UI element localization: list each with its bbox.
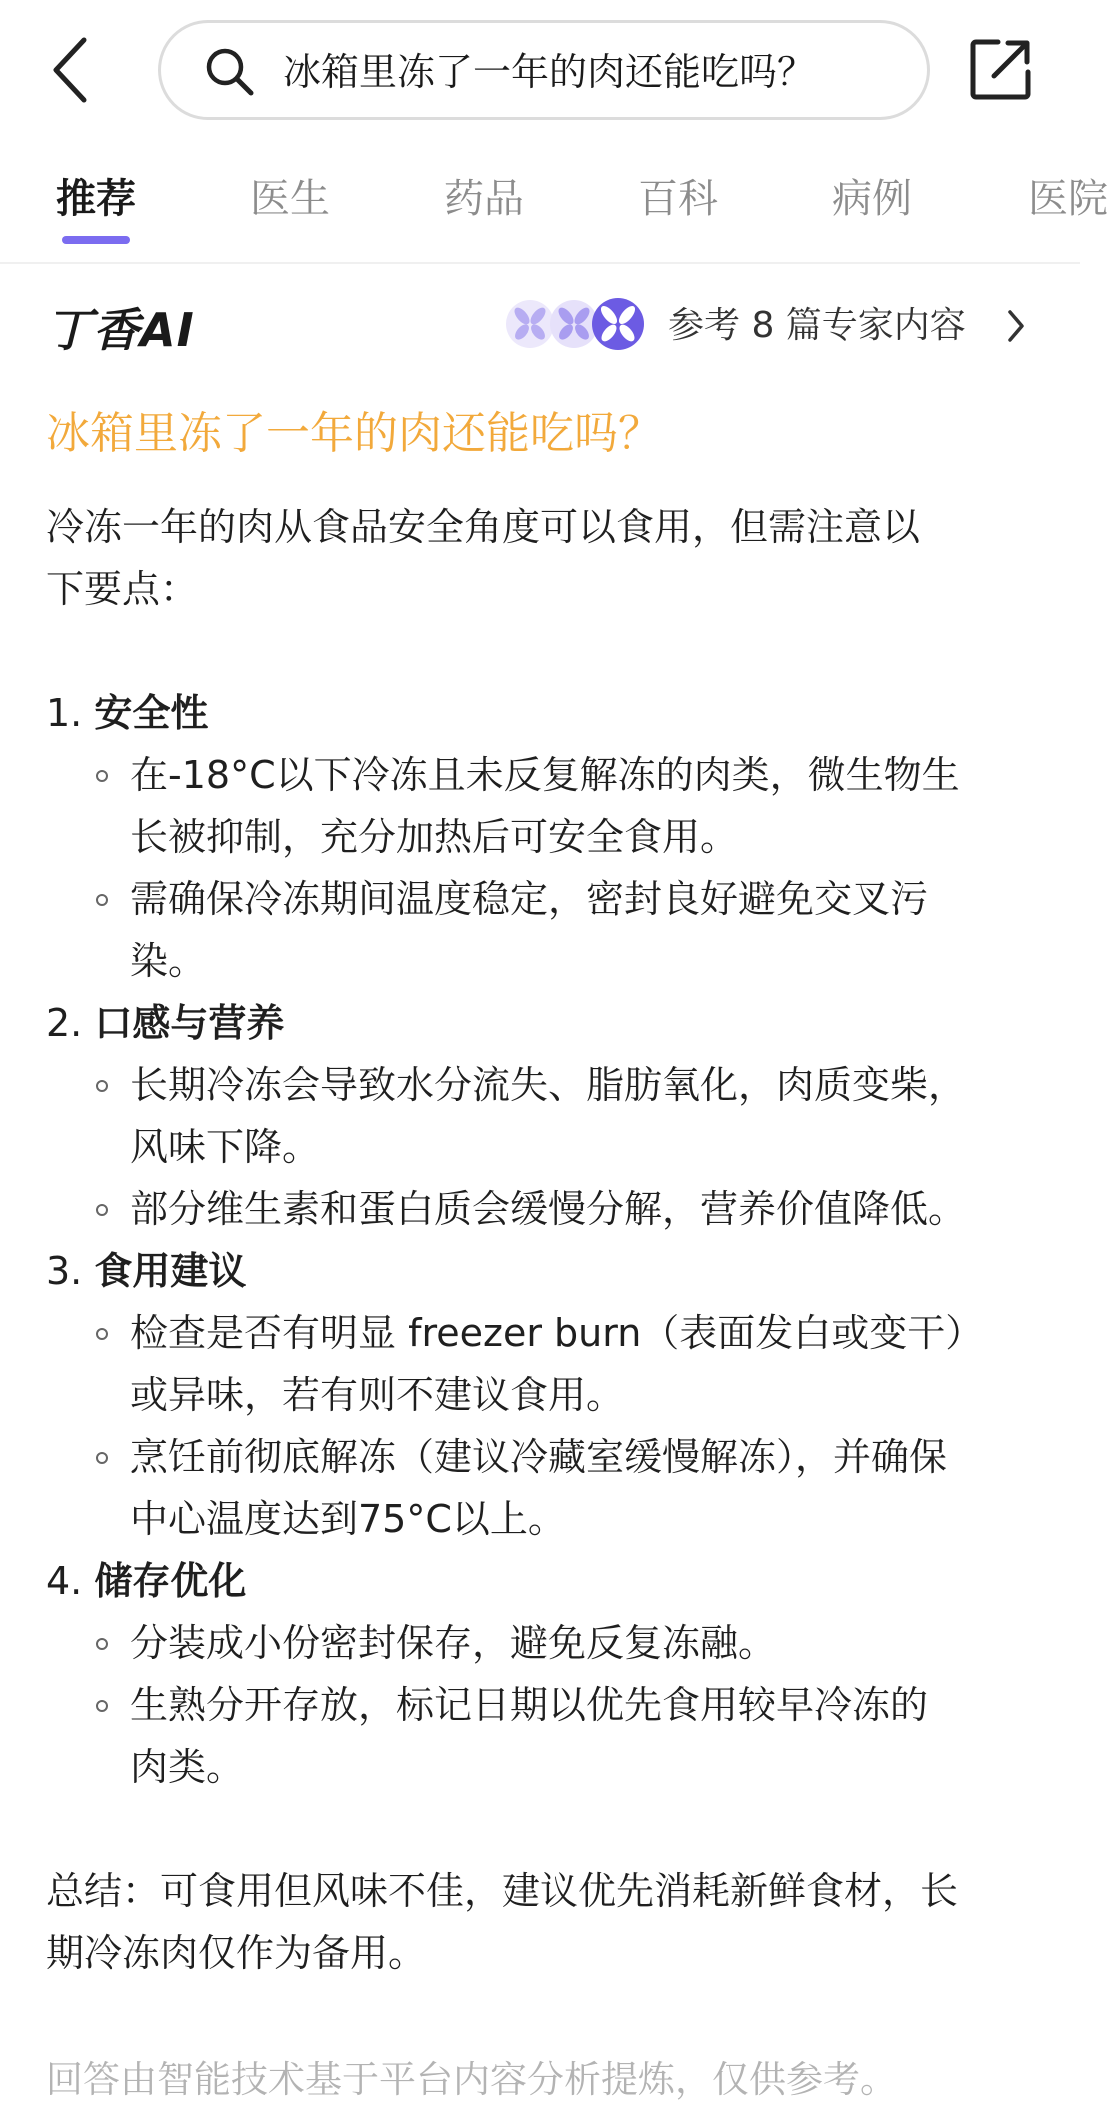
bullet-line: 需确保冷冻期间温度稳定，密封良好避免交叉污 <box>130 877 929 921</box>
section-heading: 食用建议 <box>94 1249 247 1293</box>
bullet-item <box>46 1054 1036 1178</box>
section-title <box>46 1550 1036 1612</box>
bullet-item <box>46 1178 1036 1240</box>
dxy-ai-logo <box>46 294 195 360</box>
bullet-circle-icon <box>96 894 108 906</box>
tab-cases[interactable]: 病例 <box>832 176 912 222</box>
share-icon[interactable] <box>968 36 1034 102</box>
active-tab-indicator <box>62 236 130 244</box>
question-title: 冰箱里冻了一年的肉还能吃吗？ <box>46 408 662 459</box>
bullet-line: 长期冷冻会导致水分流失、脂肪氧化，肉质变柴， <box>130 1063 967 1107</box>
expert-avatars[interactable] <box>508 294 648 354</box>
top-bar <box>0 0 1080 140</box>
bullet-line: 部分维生素和蛋白质会缓慢分解，营养价值降低。 <box>130 1187 967 1231</box>
tab-medicine[interactable]: 药品 <box>444 176 524 222</box>
bullet-line: 分装成小份密封保存，避免反复冻融。 <box>130 1621 777 1665</box>
search-query[interactable]: 冰箱里冻了一年的肉还能吃吗？ <box>283 50 816 94</box>
bullet-item <box>46 1426 1036 1550</box>
bullet-line: 烹饪前彻底解冻（建议冷藏室缓慢解冻），并确保 <box>130 1435 948 1479</box>
section-title <box>46 992 1036 1054</box>
bullet-line: 风味下降。 <box>130 1125 321 1169</box>
section-title <box>46 682 1036 744</box>
bullet-item <box>46 1612 1036 1674</box>
tab-hospital[interactable]: 医院 <box>1028 176 1108 222</box>
bullet-item <box>46 868 1036 992</box>
answer-body <box>46 496 1036 1984</box>
category-tabs <box>0 150 1108 264</box>
bullet-line: 中心温度达到75°C以上。 <box>130 1497 566 1541</box>
bullet-line: 长被抑制，充分加热后可安全食用。 <box>130 815 739 859</box>
chevron-right-icon[interactable] <box>1006 308 1026 344</box>
tab-doctor[interactable]: 医生 <box>250 176 330 222</box>
back-icon[interactable] <box>48 30 96 110</box>
bullet-line: 肉类。 <box>130 1745 245 1789</box>
tab-recommend[interactable]: 推荐 <box>56 176 136 222</box>
bullet-circle-icon <box>96 1700 108 1712</box>
section-number: 1. <box>46 691 83 735</box>
bullet-item <box>46 1674 1036 1798</box>
bullet-circle-icon <box>96 1204 108 1216</box>
bullet-circle-icon <box>96 1638 108 1650</box>
ai-disclaimer: 回答由智能技术基于平台内容分析提炼，仅供参考。 <box>46 2058 897 2101</box>
summary-line-2: 期冷冻肉仅作为备用。 <box>46 1931 427 1975</box>
logo-brand: 丁香 <box>46 303 140 357</box>
summary-line-1: 总结：可食用但风味不佳，建议优先消耗新鲜食材，长 <box>46 1869 959 1913</box>
section-number: 3. <box>46 1249 83 1293</box>
bullet-line: 生熟分开存放，标记日期以优先食用较早冷冻的 <box>130 1683 929 1727</box>
bullet-line: 染。 <box>130 939 207 983</box>
section-heading: 安全性 <box>94 691 209 735</box>
bullet-circle-icon <box>96 1328 108 1340</box>
bullet-item <box>46 744 1036 868</box>
bullet-circle-icon <box>96 1452 108 1464</box>
bullet-line: 或异味，若有则不建议食用。 <box>130 1373 625 1417</box>
tab-encyclopedia[interactable]: 百科 <box>638 176 718 222</box>
section-title <box>46 1240 1036 1302</box>
section-heading: 储存优化 <box>94 1559 247 1603</box>
intro-line-2: 下要点： <box>46 567 199 611</box>
bullet-item <box>46 1302 1036 1426</box>
bullet-line: 检查是否有明显 freezer burn（表面发白或变干） <box>130 1311 984 1355</box>
reference-count-link[interactable]: 参考 8 篇专家内容 <box>668 305 966 346</box>
flower-icon <box>508 294 648 354</box>
section-number: 2. <box>46 1001 83 1045</box>
intro-line-1: 冷冻一年的肉从食品安全角度可以食用，但需注意以 <box>46 505 921 549</box>
ai-header <box>0 288 1080 368</box>
search-icon <box>203 45 257 99</box>
logo-ai: AI <box>140 303 195 357</box>
section-heading: 口感与营养 <box>94 1001 285 1045</box>
section-number: 4. <box>46 1559 83 1603</box>
bullet-circle-icon <box>96 770 108 782</box>
bullet-circle-icon <box>96 1080 108 1092</box>
search-box[interactable] <box>158 20 930 120</box>
bullet-line: 在-18°C以下冷冻且未反复解冻的肉类，微生物生 <box>130 753 960 797</box>
